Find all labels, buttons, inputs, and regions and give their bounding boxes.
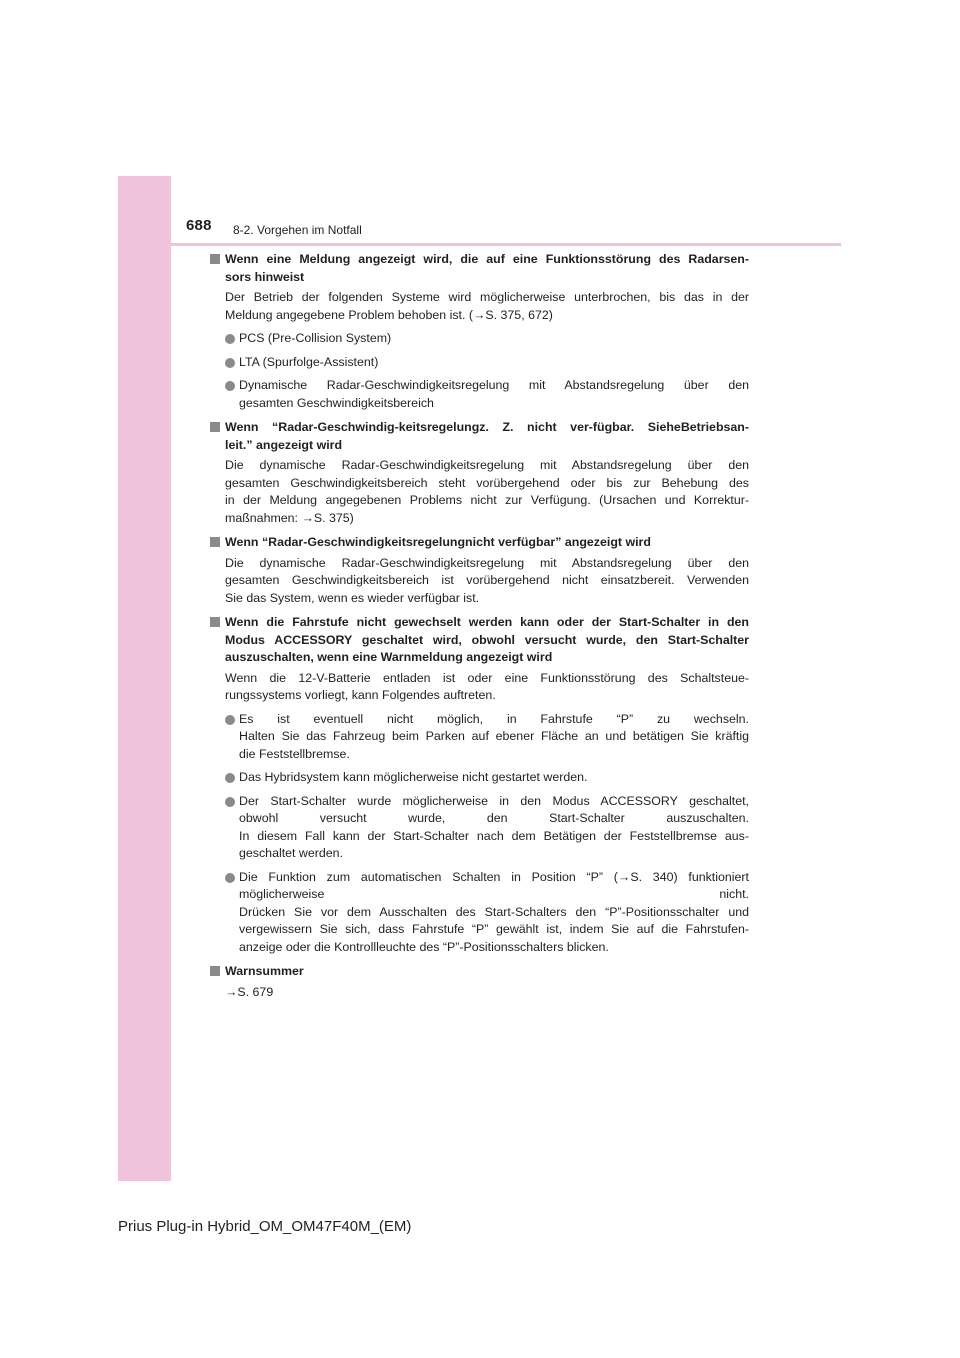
text-line: möglicherweise nicht. bbox=[239, 887, 749, 901]
body-paragraph bbox=[209, 289, 749, 324]
text-line: Die dynamische Radar-Geschwindigkeitsregelung mit Abstandsregelung über den bbox=[225, 555, 749, 570]
square-bullet-icon bbox=[210, 254, 220, 264]
bullet-item bbox=[209, 793, 749, 863]
circle-bullet-icon bbox=[225, 334, 235, 344]
square-bullet-icon bbox=[210, 422, 220, 432]
bullet-item bbox=[209, 769, 749, 787]
text-line: Dynamische Radar-Geschwindigkeitsregelung mit Abstandsregelung über den bbox=[239, 378, 749, 392]
text-line: geschaltet werden. bbox=[239, 846, 344, 860]
square-bullet-icon bbox=[210, 537, 220, 547]
page-reference bbox=[209, 984, 749, 1002]
footer-doc-id: Prius Plug-in Hybrid_OM_OM47F40M_(EM) bbox=[118, 1218, 412, 1235]
text-line: Wenn die 12-V-Batterie entladen ist oder eine Funktionsstörung des Schaltsteue- bbox=[225, 670, 749, 685]
text-line: rungssystems vorliegt, kann Folgendes auftreten. bbox=[225, 688, 496, 702]
text-line: In diesem Fall kann der Start-Schalter nach dem Betätigen der Feststellbremse aus- bbox=[239, 828, 749, 843]
text-line: Meldung angegebene Problem behoben ist. (→S. 375, 672) bbox=[225, 307, 553, 322]
text-line: Die Funktion zum automatischen Schalten in Position “P” (→S. 340) funktioniert bbox=[239, 869, 749, 884]
body-paragraph bbox=[209, 457, 749, 527]
circle-bullet-icon bbox=[225, 797, 235, 807]
text-line: gesamten Geschwindigkeitsbereich bbox=[239, 395, 434, 410]
circle-bullet-icon bbox=[225, 873, 235, 883]
section-heading bbox=[209, 251, 749, 286]
text-line: anzeige oder die Kontrollleuchte des “P”-Positionsschalters blicken. bbox=[239, 939, 609, 954]
text-line: maßnahmen: →S. 375) bbox=[225, 510, 354, 525]
section-title: 8-2. Vorgehen im Notfall bbox=[233, 223, 362, 237]
text-line: Drücken Sie vor dem Ausschalten des Start-Schalters den “P”-Positionsschalter und bbox=[239, 904, 749, 919]
text-line: Wenn eine Meldung angezeigt wird, die auf eine Funktionsstörung des Radarsen- bbox=[225, 252, 749, 266]
text-line: vergewissern Sie sich, dass Fahrstufe “P” gewählt ist, indem Sie auf die Fahrstufen- bbox=[239, 922, 749, 936]
square-bullet-icon bbox=[210, 966, 220, 976]
section-heading bbox=[209, 963, 749, 981]
text-line: auszuschalten, wenn eine Warnmeldung angezeigt wird bbox=[225, 650, 553, 664]
text-line: leit.” angezeigt wird bbox=[225, 437, 343, 452]
bullet-item bbox=[209, 354, 749, 372]
section-heading bbox=[209, 419, 749, 454]
text-line: Das Hybridsystem kann möglicherweise nicht gestartet werden. bbox=[239, 770, 588, 784]
text-line: in der Meldung angegebenen Problems nicht zur Verfügung. (Ursachen und Korrektur- bbox=[225, 493, 749, 507]
text-line: Der Start-Schalter wurde möglicherweise in den Modus ACCESSORY geschaltet, bbox=[239, 793, 749, 808]
section-heading bbox=[209, 534, 749, 552]
text-line: Wenn “Radar-Geschwindigkeitsregelungnicht verfügbar” angezeigt wird bbox=[225, 535, 651, 549]
text-line: Warnsummer bbox=[225, 964, 304, 978]
page-number: 688 bbox=[186, 217, 212, 234]
section-heading bbox=[209, 614, 749, 667]
bullet-item bbox=[209, 869, 749, 957]
text-line: Der Betrieb der folgenden Systeme wird möglicherweise unterbrochen, bis das in der bbox=[225, 290, 749, 304]
text-line: Sie das System, wenn es wieder verfügbar ist. bbox=[225, 590, 480, 605]
text-line: obwohl versucht wurde, den Start-Schalter auszuschalten. bbox=[239, 811, 749, 825]
text-line: Modus ACCESSORY geschaltet wird, obwohl versucht wurde, den Start-Schalter bbox=[225, 632, 749, 647]
text-line: Es ist eventuell nicht möglich, in Fahrstufe “P” zu wechseln. bbox=[239, 711, 749, 726]
square-bullet-icon bbox=[210, 617, 220, 627]
body-paragraph bbox=[209, 555, 749, 608]
circle-bullet-icon bbox=[225, 715, 235, 725]
header-rule bbox=[118, 243, 841, 246]
bullet-item bbox=[209, 711, 749, 764]
text-line: →S. 679 bbox=[225, 984, 274, 999]
body-paragraph bbox=[209, 670, 749, 705]
circle-bullet-icon bbox=[225, 773, 235, 783]
text-line: die Feststellbremse. bbox=[239, 746, 350, 761]
bullet-item bbox=[209, 330, 749, 348]
text-line: PCS (Pre-Collision System) bbox=[239, 331, 392, 345]
text-line: gesamten Geschwindigkeitsbereich ist vorübergehend nicht einsatzbereit. Verwenden bbox=[225, 573, 749, 587]
text-line: Die dynamische Radar-Geschwindigkeitsregelung mit Abstandsregelung über den bbox=[225, 458, 749, 472]
text-line: sors hinweist bbox=[225, 269, 305, 284]
bullet-item bbox=[209, 377, 749, 412]
text-line: gesamten Geschwindigkeitsbereich steht vorübergehend oder bis zur Behebung des bbox=[225, 475, 749, 490]
text-line: LTA (Spurfolge-Assistent) bbox=[239, 354, 379, 369]
text-line: Wenn die Fahrstufe nicht gewechselt werden kann oder der Start-Schalter in den bbox=[225, 615, 749, 629]
circle-bullet-icon bbox=[225, 358, 235, 368]
text-line: Halten Sie das Fahrzeug beim Parken auf ebener Fläche an und betätigen Sie kräftig bbox=[239, 729, 749, 743]
circle-bullet-icon bbox=[225, 381, 235, 391]
page-content bbox=[209, 249, 749, 1001]
text-line: Wenn “Radar-Geschwindig-keitsregelungz. Z. nicht ver-fügbar. SieheBetriebsan- bbox=[225, 420, 749, 434]
chapter-sidebar-tab bbox=[118, 176, 171, 1181]
